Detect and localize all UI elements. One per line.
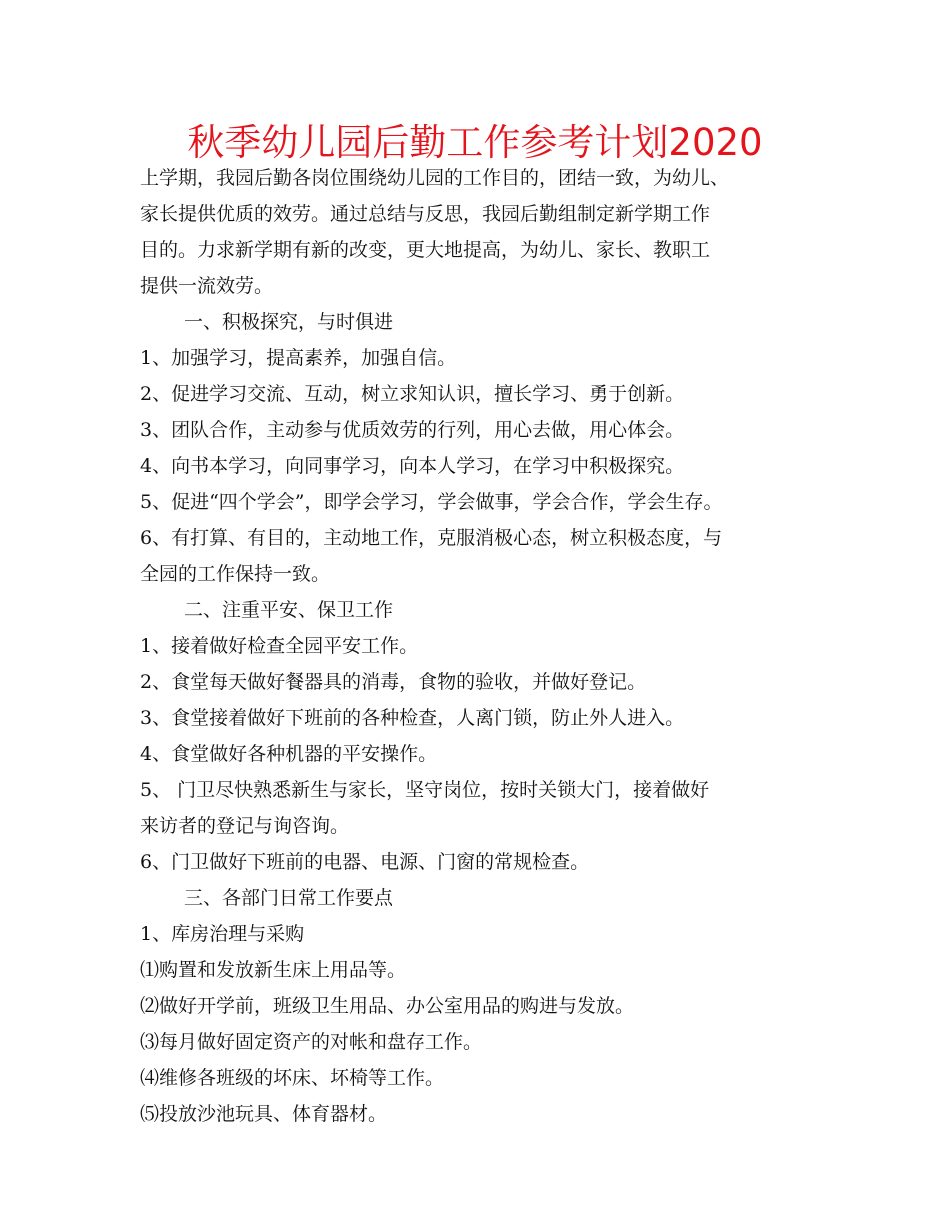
text-line: ⑷维修各班级的坏床、坏椅等工作。	[140, 1067, 445, 1089]
text-line: ⑴购置和发放新生床上用品等。	[140, 959, 407, 981]
text-line: 1、接着做好检查全园平安工作。	[140, 635, 419, 657]
text-line: 全园的工作保持一致。	[140, 563, 331, 585]
section-heading: 三、各部门日常工作要点	[184, 887, 394, 909]
text-line: 1、加强学习，提高素养，加强自信。	[140, 347, 457, 369]
document-title: 秋季幼儿园后勤工作参考计划2020	[187, 121, 763, 164]
text-line: ⑵做好开学前，班级卫生用品、办公室用品的购进与发放。	[140, 995, 635, 1017]
text-line: 1、库房治理与采购	[140, 923, 305, 945]
text-line: 家长提供优质的效劳。通过总结与反思，我园后勤组制定新学期工作	[140, 203, 711, 225]
text-line: 4、向书本学习，向同事学习，向本人学习，在学习中积极探究。	[140, 455, 685, 477]
text-line: 来访者的登记与询咨询。	[140, 815, 350, 837]
text-line: 目的。力求新学期有新的改变，更大地提高，为幼儿、家长、教职工	[140, 239, 711, 261]
text-line: 6、门卫做好下班前的电器、电源、门窗的常规检查。	[140, 851, 590, 873]
text-line: 2、食堂每天做好餐器具的消毒，食物的验收，并做好登记。	[140, 671, 647, 693]
text-line: 上学期，我园后勤各岗位围绕幼儿园的工作目的，团结一致，为幼儿、	[140, 167, 730, 189]
text-line: 3、团队合作，主动参与优质效劳的行列，用心去做，用心体会。	[140, 419, 685, 441]
text-line: 3、食堂接着做好下班前的各种检查，人离门锁，防止外人进入。	[140, 707, 685, 729]
text-line: ⑶每月做好固定资产的对帐和盘存工作。	[140, 1031, 483, 1053]
text-line: 5、 门卫尽快熟悉新生与家长，坚守岗位，按时关锁大门，接着做好	[140, 779, 710, 801]
text-line: ⑸投放沙池玩具、体育器材。	[140, 1103, 388, 1125]
text-line: 提供一流效劳。	[140, 275, 274, 297]
section-heading: 一、积极探究，与时俱进	[184, 311, 394, 333]
text-line: 5、促进“四个学会”，即学会学习，学会做事，学会合作，学会生存。	[140, 491, 723, 513]
text-line: 4、食堂做好各种机器的平安操作。	[140, 743, 438, 765]
text-line: 2、促进学习交流、互动，树立求知认识，擅长学习、勇于创新。	[140, 383, 685, 405]
text-line: 6、有打算、有目的，主动地工作，克服消极心态，树立积极态度，与	[140, 527, 723, 549]
document-body	[140, 160, 820, 1132]
section-heading: 二、注重平安、保卫工作	[184, 599, 394, 621]
